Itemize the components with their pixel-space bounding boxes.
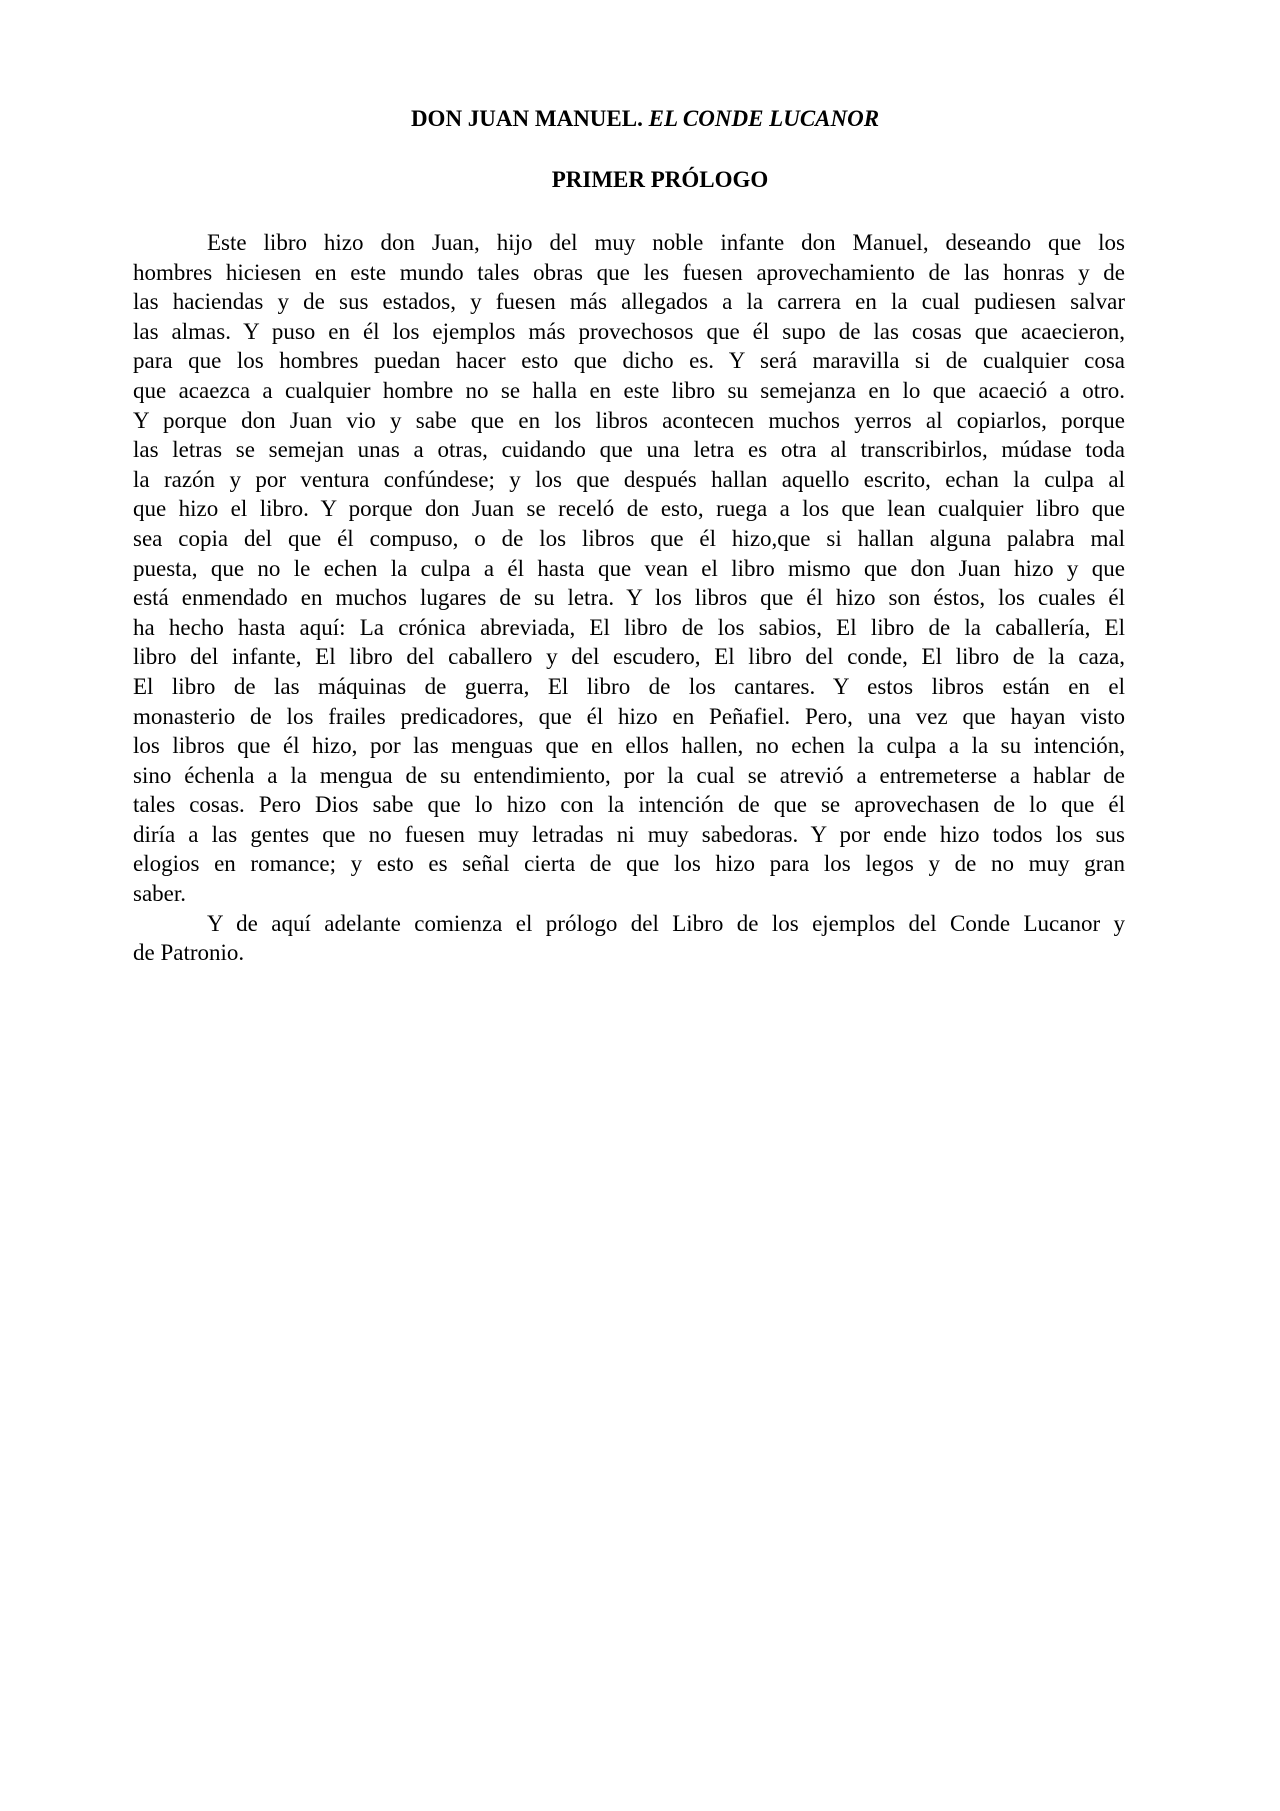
text-line: El libro de las máquinas de guerra, El libro de los cantares. Y estos libros están en el [133, 673, 1125, 699]
text-line: de Patronio. [133, 940, 245, 966]
text-line: monasterio de los frailes predicadores, que él hizo en Peñafiel. Pero, una vez que hayan visto [133, 703, 1125, 729]
text-line: Y porque don Juan vio y sabe que en los libros acontecen muchos yerros al copiarlos, porque [133, 407, 1125, 433]
text-line: que acaezca a cualquier hombre no se halla en este libro su semejanza en lo que acaeció a otro. [133, 377, 1125, 403]
text-line: libro del infante, El libro del caballero y del escudero, El libro del conde, El libro de la caza, [133, 644, 1125, 670]
body-text [133, 228, 1125, 968]
text-line: las almas. Y puso en él los ejemplos más provechosos que él supo de las cosas que acaecieron, [133, 318, 1125, 344]
text-line: tales cosas. Pero Dios sabe que lo hizo con la intención de que se aprovechasen de lo que él [133, 792, 1125, 818]
text-line: Este libro hizo don Juan, hijo del muy noble infante don Manuel, deseando que los [207, 230, 1125, 255]
text-line: para que los hombres puedan hacer esto que dicho es. Y será maravilla si de cualquier cosa [133, 348, 1125, 374]
text-line: las haciendas y de sus estados, y fuesen más allegados a la carrera en la cual pudiesen salvar [133, 289, 1125, 315]
text-line: hombres hiciesen en este mundo tales obras que les fuesen aprovechamiento de las honras y de [133, 259, 1125, 285]
paragraph-prologue [133, 228, 1125, 909]
title-work: EL CONDE LUCANOR [648, 106, 880, 131]
text-line: elogios en romance; y esto es señal cierta de que los hizo para los legos y de no muy gran [133, 851, 1125, 877]
text-line: sino échenla a la mengua de su entendimiento, por la cual se atrevió a entremeterse a hablar de [133, 762, 1125, 788]
text-line: sea copia del que él compuso, o de los libros que él hizo,que si hallan alguna palabra mal [133, 525, 1125, 551]
paragraph-transition [133, 909, 1125, 968]
text-line: Y de aquí adelante comienza el prólogo del Libro de los ejemplos del Conde Lucanor y [207, 910, 1125, 936]
title-author: DON JUAN MANUEL. [410, 106, 643, 131]
text-line: que hizo el libro. Y porque don Juan se receló de esto, ruega a los que lean cualquier libro que [133, 496, 1125, 522]
text-line: saber. [133, 881, 187, 907]
text-line: la razón y por ventura confúndese; y los que después hallan aquello escrito, echan la culpa al [133, 466, 1125, 492]
text-line: diría a las gentes que no fuesen muy letradas ni muy sabedoras. Y por ende hizo todos los sus [133, 821, 1125, 847]
text-line: ha hecho hasta aquí: La crónica abreviada, El libro de los sabios, El libro de la caballería, El [133, 614, 1125, 640]
text-line: está enmendado en muchos lugares de su letra. Y los libros que él hizo son éstos, los cuales él [133, 585, 1125, 611]
document-title [0, 106, 1280, 132]
text-line: los libros que él hizo, por las menguas que en ellos hallen, no echen la culpa a la su intención, [133, 733, 1125, 759]
section-title: PRIMER PRÓLOGO [551, 167, 769, 192]
text-line: puesta, que no le echen la culpa a él hasta que vean el libro mismo que don Juan hizo y que [133, 555, 1125, 581]
text-line: las letras se semejan unas a otras, cuidando que una letra es otra al transcribirlos, múdase toda [133, 437, 1125, 463]
